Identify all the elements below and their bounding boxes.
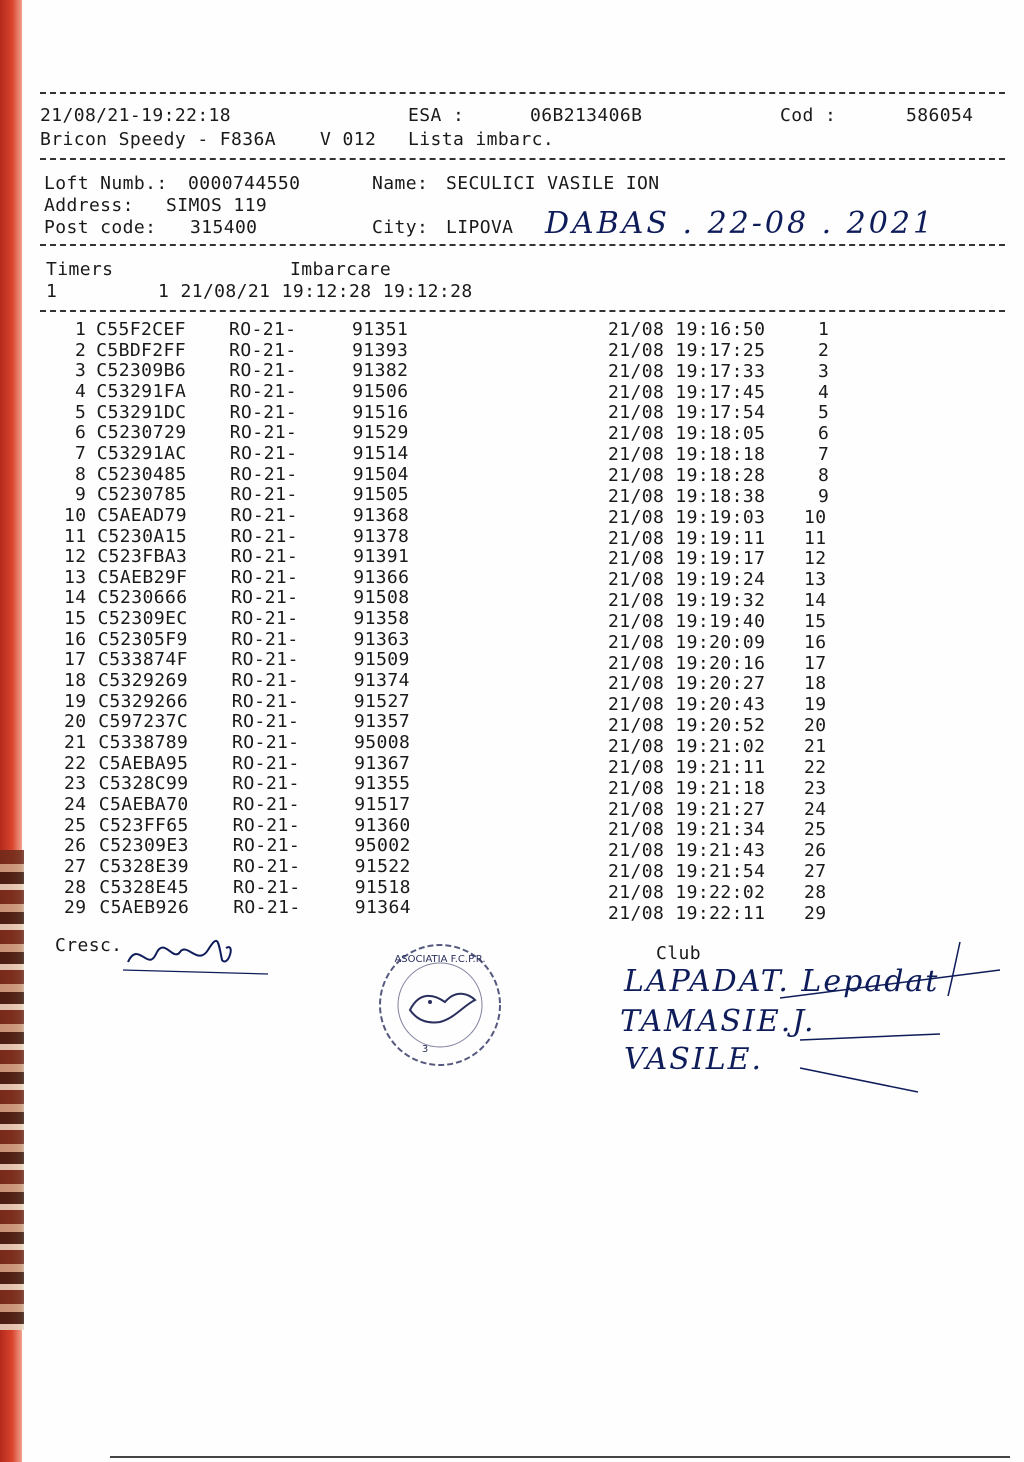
table-row bbox=[0, 732, 1024, 757]
chip-code: C5328C99 bbox=[98, 773, 189, 795]
arrival-position: 20 bbox=[804, 715, 827, 737]
ring-prefix: RO-21- bbox=[229, 339, 297, 361]
arrival-time: 21/08 19:18:05 bbox=[608, 423, 766, 445]
arrival-time: 21/08 19:20:16 bbox=[608, 652, 766, 674]
arrival-position: 14 bbox=[804, 590, 827, 612]
table-row bbox=[0, 485, 1024, 505]
row-number: 14 bbox=[64, 587, 87, 609]
ring-number: 91364 bbox=[354, 897, 411, 919]
arrival-time: 21/08 19:19:11 bbox=[608, 527, 766, 549]
row-number: 23 bbox=[64, 773, 87, 795]
row-number: 1 bbox=[75, 319, 87, 340]
chip-code: C5230729 bbox=[96, 422, 187, 444]
arrival-time: 21/08 19:18:28 bbox=[608, 464, 766, 486]
postcode-label: Post code: bbox=[44, 217, 157, 238]
arrival-time: 21/08 19:17:54 bbox=[608, 402, 766, 424]
row-number: 19 bbox=[64, 690, 87, 712]
ring-prefix: RO-21- bbox=[230, 546, 299, 568]
ring-prefix: RO-21- bbox=[230, 504, 298, 526]
chip-code: C5AEBA95 bbox=[98, 752, 189, 774]
ring-number: 91378 bbox=[353, 525, 410, 547]
chip-code: C5329266 bbox=[98, 690, 189, 712]
esa-label: ESA : bbox=[408, 105, 465, 126]
ring-number: 91508 bbox=[353, 587, 410, 609]
table-row bbox=[0, 361, 1024, 381]
timer-entry: 1 21/08/21 19:12:28 19:12:28 bbox=[158, 281, 473, 302]
arrival-time: 21/08 19:19:40 bbox=[608, 610, 766, 632]
ring-number: 91518 bbox=[354, 876, 411, 898]
chip-code: C53291DC bbox=[96, 401, 187, 423]
chip-code: C53291FA bbox=[96, 380, 187, 402]
club-signature-strokes bbox=[780, 940, 1010, 1100]
chip-code: C5AEB29F bbox=[97, 566, 188, 588]
table-row bbox=[0, 814, 1024, 841]
table-row bbox=[0, 527, 1024, 547]
arrival-position: 11 bbox=[804, 527, 827, 549]
ring-number: 91506 bbox=[352, 380, 409, 402]
ring-prefix: RO-21- bbox=[231, 690, 300, 712]
chip-code: C597237C bbox=[98, 711, 189, 733]
row-number: 28 bbox=[64, 876, 87, 898]
ring-number: 95008 bbox=[354, 732, 411, 753]
arrival-position: 21 bbox=[804, 736, 827, 757]
arrival-time: 21/08 19:22:11 bbox=[608, 902, 766, 924]
device-version: V 012 bbox=[320, 129, 377, 150]
arrival-time: 21/08 19:21:11 bbox=[608, 756, 766, 778]
arrival-position: 15 bbox=[804, 610, 827, 632]
table-row bbox=[0, 444, 1024, 464]
ring-prefix: RO-21- bbox=[230, 566, 299, 588]
ring-number: 91505 bbox=[352, 484, 409, 506]
breeder-signature bbox=[118, 932, 278, 980]
ring-number: 91514 bbox=[352, 442, 409, 464]
dashed-separator bbox=[40, 244, 1005, 246]
city-label: City: bbox=[372, 217, 429, 238]
arrival-time: 21/08 19:16:50 bbox=[608, 319, 766, 340]
arrival-position: 25 bbox=[804, 819, 827, 841]
table-row bbox=[0, 608, 1024, 632]
loft-number: 0000744550 bbox=[188, 173, 301, 194]
arrival-time: 21/08 19:18:18 bbox=[608, 444, 766, 466]
table-row bbox=[0, 773, 1024, 799]
chip-code: C5BDF2FF bbox=[96, 339, 187, 361]
ring-number: 91516 bbox=[352, 401, 409, 423]
postcode-value: 315400 bbox=[190, 217, 258, 238]
arrival-position: 8 bbox=[818, 464, 830, 486]
row-number: 11 bbox=[64, 525, 87, 547]
arrival-position: 1 bbox=[818, 319, 830, 340]
ring-prefix: RO-21- bbox=[231, 628, 299, 650]
arrival-time: 21/08 19:20:43 bbox=[608, 694, 766, 716]
row-number: 2 bbox=[75, 339, 87, 361]
row-number: 12 bbox=[64, 546, 87, 568]
arrival-time: 21/08 19:18:38 bbox=[608, 485, 766, 507]
ring-number: 91529 bbox=[352, 422, 409, 444]
club-signature-3: VASILE. bbox=[624, 1042, 764, 1077]
arrival-time: 21/08 19:19:17 bbox=[608, 548, 766, 570]
chip-code: C5AEBA70 bbox=[98, 793, 189, 815]
club-signature-2: TAMASIE.J. bbox=[620, 1004, 816, 1039]
club-stamp bbox=[375, 940, 505, 1070]
dashed-separator bbox=[40, 310, 1005, 312]
ring-number: 91374 bbox=[353, 670, 410, 692]
arrival-position: 24 bbox=[804, 798, 827, 820]
arrival-position: 5 bbox=[818, 402, 830, 424]
row-number: 17 bbox=[64, 649, 87, 671]
handwritten-race-date: DABAS . 22-08 . 2021 bbox=[545, 206, 936, 241]
row-number: 13 bbox=[64, 566, 87, 588]
arrival-time: 21/08 19:20:52 bbox=[608, 715, 766, 737]
row-number: 24 bbox=[64, 793, 87, 815]
ring-number: 91358 bbox=[353, 608, 410, 630]
chip-code: C5AEAD79 bbox=[97, 504, 187, 526]
arrival-position: 7 bbox=[818, 444, 830, 466]
timers-label: Timers bbox=[46, 259, 114, 280]
arrival-position: 18 bbox=[804, 673, 827, 695]
ring-number: 91367 bbox=[354, 752, 411, 774]
ring-prefix: RO-21- bbox=[231, 649, 299, 671]
ring-number: 91357 bbox=[353, 711, 411, 733]
table-row bbox=[0, 465, 1024, 485]
arrival-time: 21/08 19:19:32 bbox=[608, 590, 766, 612]
chip-code: C5230485 bbox=[96, 463, 187, 485]
chip-code: C5AEB926 bbox=[99, 897, 190, 919]
row-number: 20 bbox=[64, 711, 87, 733]
ring-prefix: RO-21- bbox=[229, 422, 298, 444]
ring-prefix: RO-21- bbox=[229, 380, 297, 402]
arrival-time: 21/08 19:17:45 bbox=[608, 381, 766, 403]
table-row bbox=[0, 649, 1024, 674]
arrival-position: 10 bbox=[804, 506, 827, 528]
chip-code: C5328E39 bbox=[99, 855, 190, 877]
name-label: Name: bbox=[372, 173, 429, 194]
row-number: 27 bbox=[64, 855, 87, 877]
ring-number: 91517 bbox=[354, 793, 411, 815]
arrival-position: 12 bbox=[804, 548, 827, 570]
row-number: 21 bbox=[64, 732, 87, 753]
ring-number: 91527 bbox=[353, 690, 410, 712]
ring-prefix: RO-21- bbox=[232, 773, 300, 795]
timer-index: 1 bbox=[46, 281, 58, 302]
ring-number: 91509 bbox=[353, 649, 410, 671]
ring-prefix: RO-21- bbox=[230, 587, 299, 609]
row-number: 4 bbox=[75, 380, 87, 402]
ring-prefix: RO-21- bbox=[229, 442, 298, 464]
ring-prefix: RO-21- bbox=[232, 732, 300, 753]
table-row bbox=[0, 506, 1024, 526]
chip-code: C52309E3 bbox=[99, 835, 189, 857]
arrival-position: 2 bbox=[818, 339, 830, 361]
chip-code: C52309EC bbox=[97, 608, 188, 630]
ring-number: 91393 bbox=[352, 339, 409, 361]
row-number: 5 bbox=[75, 401, 87, 423]
arrival-time: 21/08 19:20:27 bbox=[608, 673, 766, 695]
table-row bbox=[0, 423, 1024, 443]
cresc-label: Cresc. bbox=[55, 935, 123, 956]
table-row bbox=[0, 897, 1024, 924]
address-value: SIMOS 119 bbox=[166, 195, 268, 216]
ring-prefix: RO-21- bbox=[230, 484, 298, 506]
list-title: Lista imbarc. bbox=[408, 129, 555, 150]
row-number: 18 bbox=[64, 670, 87, 692]
ring-number: 91504 bbox=[352, 463, 409, 485]
arrival-position: 27 bbox=[804, 861, 827, 883]
ring-prefix: RO-21- bbox=[231, 711, 300, 733]
cod-label: Cod : bbox=[780, 105, 837, 126]
arrival-position: 23 bbox=[804, 777, 827, 799]
arrival-time: 21/08 19:22:02 bbox=[608, 881, 766, 903]
stamp-number: 3 bbox=[421, 1044, 429, 1055]
table-row bbox=[0, 320, 1024, 340]
arrival-position: 6 bbox=[818, 423, 830, 445]
table-row bbox=[0, 690, 1024, 716]
ring-prefix: RO-21- bbox=[232, 793, 300, 815]
table-row bbox=[0, 752, 1024, 778]
arrival-position: 28 bbox=[804, 881, 827, 903]
arrival-position: 19 bbox=[804, 694, 827, 716]
row-number: 22 bbox=[64, 752, 87, 774]
chip-code: C523FF65 bbox=[98, 814, 189, 836]
chip-code: C53291AC bbox=[96, 442, 187, 464]
imbarcare-label: Imbarcare bbox=[290, 259, 392, 280]
chip-code: C533874F bbox=[97, 649, 188, 671]
ring-number: 91391 bbox=[353, 546, 410, 568]
arrival-position: 3 bbox=[818, 360, 830, 382]
chip-code: C5338789 bbox=[98, 732, 189, 753]
table-row bbox=[0, 855, 1024, 883]
chip-code: C5328E45 bbox=[99, 876, 190, 898]
row-number: 16 bbox=[64, 628, 87, 650]
ring-number: 95002 bbox=[354, 835, 411, 857]
row-number: 3 bbox=[75, 360, 87, 382]
table-row bbox=[0, 793, 1024, 820]
table-row bbox=[0, 341, 1024, 361]
arrival-position: 4 bbox=[818, 381, 830, 403]
arrival-time: 21/08 19:17:25 bbox=[608, 339, 766, 361]
arrival-time: 21/08 19:21:34 bbox=[608, 819, 766, 841]
fancier-name: SECULICI VASILE ION bbox=[446, 173, 660, 194]
ring-number: 91382 bbox=[352, 360, 409, 382]
loft-label: Loft Numb.: bbox=[44, 173, 168, 194]
dashed-separator bbox=[40, 92, 1005, 94]
row-number: 10 bbox=[64, 504, 87, 526]
row-number: 29 bbox=[64, 897, 87, 919]
chip-code: C5230666 bbox=[97, 587, 188, 609]
ring-prefix: RO-21- bbox=[230, 525, 298, 547]
header-datetime: 21/08/21-19:22:18 bbox=[40, 105, 232, 126]
device-name: Bricon Speedy - F836A bbox=[40, 129, 276, 150]
ring-number: 91366 bbox=[353, 566, 410, 588]
ring-number: 91368 bbox=[352, 504, 410, 526]
ring-prefix: RO-21- bbox=[231, 608, 299, 630]
table-row bbox=[0, 566, 1024, 591]
arrival-time: 21/08 19:21:02 bbox=[608, 736, 766, 757]
arrival-position: 22 bbox=[804, 756, 827, 778]
club-label: Club bbox=[656, 943, 701, 964]
ring-prefix: RO-21- bbox=[230, 463, 298, 485]
arrival-position: 26 bbox=[804, 840, 827, 862]
ring-prefix: RO-21- bbox=[232, 835, 301, 857]
dashed-separator bbox=[40, 158, 1005, 160]
table-row bbox=[0, 711, 1024, 737]
arrival-position: 16 bbox=[804, 631, 827, 653]
chip-code: C5230A15 bbox=[97, 525, 188, 547]
table-row bbox=[0, 587, 1024, 612]
table-row bbox=[0, 670, 1024, 695]
city-value: LIPOVA bbox=[446, 217, 514, 238]
ring-prefix: RO-21- bbox=[232, 752, 300, 774]
ring-prefix: RO-21- bbox=[229, 319, 297, 340]
row-number: 8 bbox=[75, 463, 87, 485]
table-row bbox=[0, 628, 1024, 653]
table-row bbox=[0, 835, 1024, 862]
ring-prefix: RO-21- bbox=[229, 360, 297, 382]
ring-number: 91351 bbox=[352, 319, 409, 340]
ring-prefix: RO-21- bbox=[231, 670, 299, 692]
ring-prefix: RO-21- bbox=[232, 855, 301, 877]
ring-number: 91522 bbox=[354, 855, 411, 877]
table-row bbox=[0, 403, 1024, 423]
row-number: 15 bbox=[64, 608, 87, 630]
arrival-time: 21/08 19:17:33 bbox=[608, 360, 766, 382]
arrival-time: 21/08 19:19:03 bbox=[608, 506, 766, 528]
chip-code: C523FBA3 bbox=[97, 546, 188, 568]
arrival-time: 21/08 19:21:43 bbox=[608, 840, 766, 862]
ring-number: 91363 bbox=[353, 628, 410, 650]
arrival-time: 21/08 19:21:18 bbox=[608, 777, 766, 799]
arrival-time: 21/08 19:19:24 bbox=[608, 569, 766, 591]
address-label: Address: bbox=[44, 195, 134, 216]
cod-value: 586054 bbox=[906, 105, 974, 126]
row-number: 25 bbox=[64, 814, 87, 836]
ring-prefix: RO-21- bbox=[233, 897, 301, 919]
row-number: 26 bbox=[64, 835, 87, 857]
table-row bbox=[0, 876, 1024, 903]
chip-code: C5230785 bbox=[96, 484, 187, 506]
chip-code: C5329269 bbox=[98, 670, 188, 692]
arrival-position: 9 bbox=[818, 485, 830, 507]
chip-code: C52305F9 bbox=[97, 628, 188, 650]
chip-code: C52309B6 bbox=[96, 360, 187, 382]
arrival-position: 17 bbox=[804, 652, 827, 674]
ring-prefix: RO-21- bbox=[229, 401, 298, 423]
club-signature-1: LAPADAT. Lepadat bbox=[624, 964, 940, 999]
arrival-time: 21/08 19:21:54 bbox=[608, 861, 766, 883]
bottom-edge-line bbox=[110, 1456, 1010, 1458]
ring-prefix: RO-21- bbox=[232, 814, 301, 836]
stamp-text: ASOCIATIA F.C.P.R. bbox=[394, 954, 486, 965]
arrival-position: 13 bbox=[804, 569, 827, 591]
ring-number: 91355 bbox=[354, 773, 411, 795]
ring-prefix: RO-21- bbox=[233, 876, 301, 898]
chip-code: C55F2CEF bbox=[96, 319, 186, 340]
table-row bbox=[0, 382, 1024, 402]
esa-value: 06B213406B bbox=[530, 105, 643, 126]
arrival-position: 29 bbox=[804, 902, 827, 924]
ring-number: 91360 bbox=[354, 814, 411, 836]
row-number: 7 bbox=[75, 442, 87, 464]
row-number: 9 bbox=[75, 484, 87, 506]
arrival-time: 21/08 19:20:09 bbox=[608, 631, 766, 653]
row-number: 6 bbox=[75, 422, 87, 444]
photo-background-edge bbox=[0, 850, 24, 1330]
arrival-time: 21/08 19:21:27 bbox=[608, 798, 766, 820]
table-row bbox=[0, 546, 1024, 570]
